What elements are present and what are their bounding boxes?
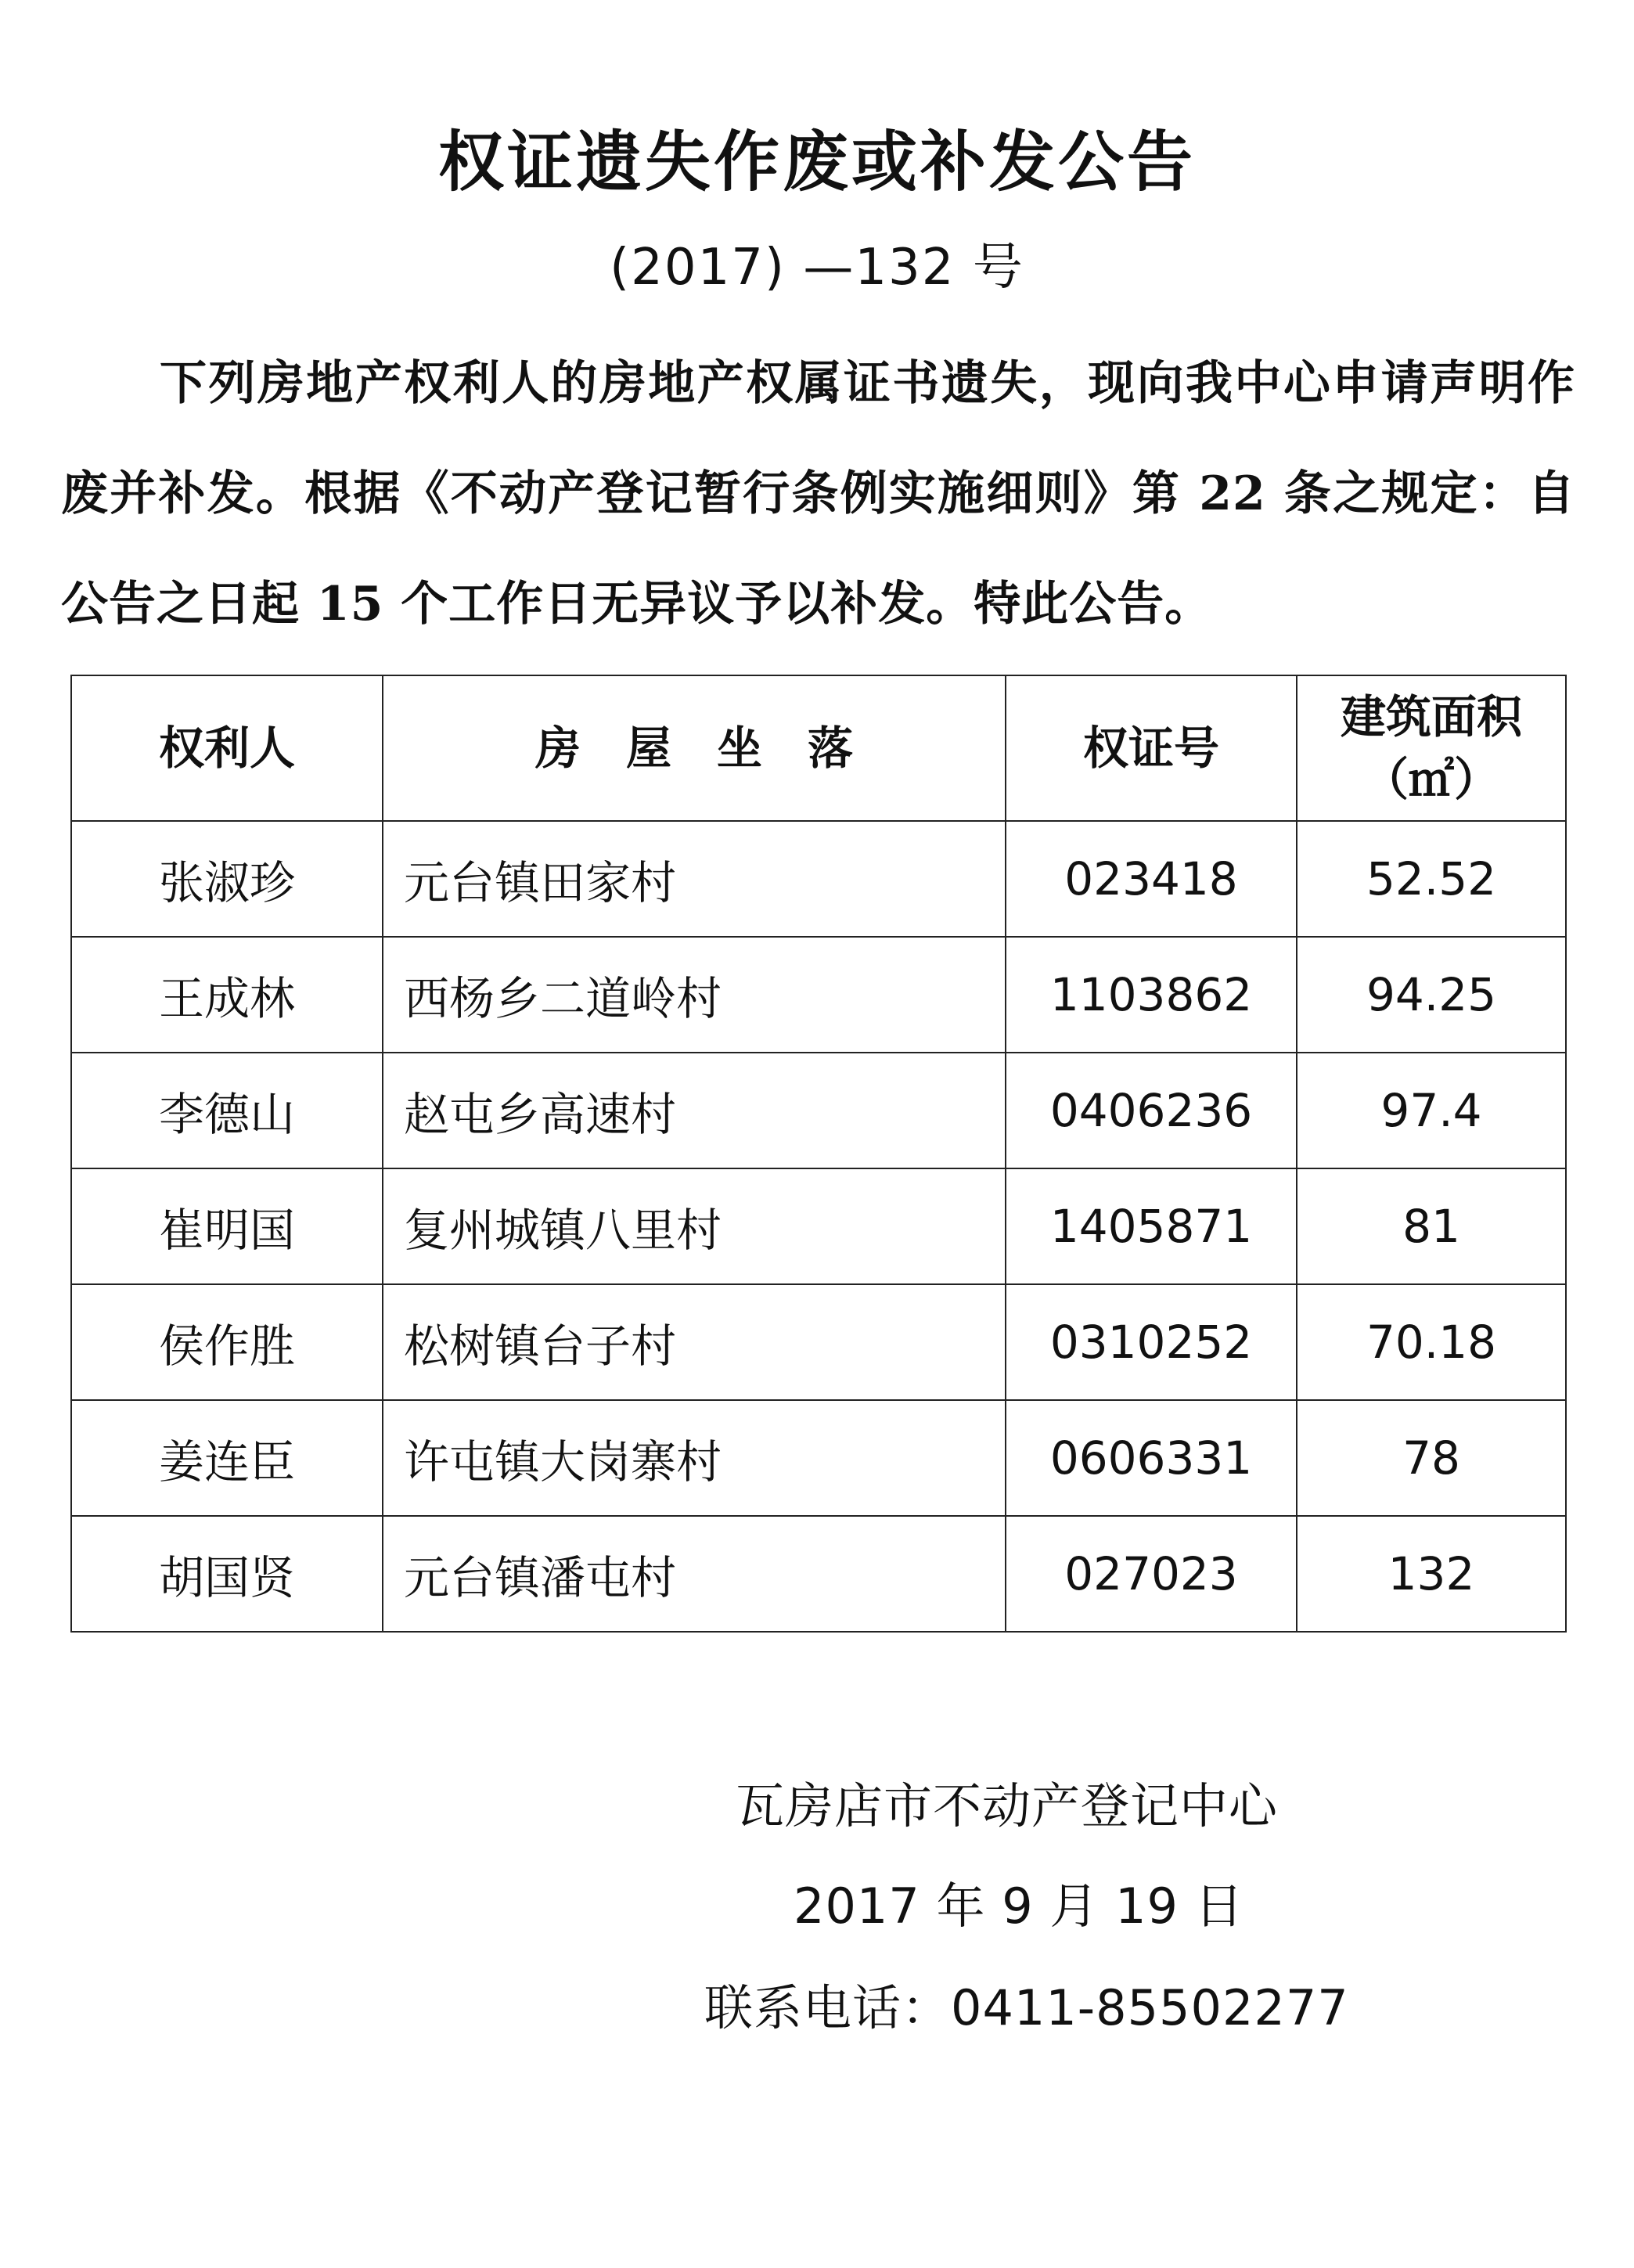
cell-cert: 023418 — [1006, 821, 1297, 937]
cell-area: 81 — [1297, 1168, 1566, 1284]
cell-address: 元台镇潘屯村 — [383, 1516, 1006, 1632]
table-row — [71, 1516, 1566, 1632]
table-header-row — [71, 675, 1566, 821]
table-row — [71, 937, 1566, 1053]
cell-name: 李德山 — [71, 1053, 383, 1168]
header-area-line2: （㎡） — [1362, 753, 1499, 806]
header-cert: 权证号 — [1006, 675, 1297, 821]
cell-cert: 0606331 — [1006, 1400, 1297, 1516]
cell-address: 元台镇田家村 — [383, 821, 1006, 937]
cell-area: 97.4 — [1297, 1053, 1566, 1168]
header-address: 房 屋 坐 落 — [383, 675, 1006, 821]
cell-name: 崔明国 — [71, 1168, 383, 1284]
contact-phone: 联系电话：0411-85502277 — [704, 1979, 1349, 2036]
cell-area: 70.18 — [1297, 1284, 1566, 1400]
cell-address: 西杨乡二道岭村 — [383, 937, 1006, 1053]
cell-name: 张淑珍 — [71, 821, 383, 937]
cell-name: 侯作胜 — [71, 1284, 383, 1400]
cell-address: 赵屯乡高速村 — [383, 1053, 1006, 1168]
table-row — [71, 1053, 1566, 1168]
header-area — [1297, 675, 1566, 821]
table-row — [71, 821, 1566, 937]
cell-address: 松树镇台子村 — [383, 1284, 1006, 1400]
table-row — [71, 1168, 1566, 1284]
table-row — [71, 1284, 1566, 1400]
cell-cert: 0406236 — [1006, 1053, 1297, 1168]
cell-name: 胡国贤 — [71, 1516, 383, 1632]
cell-cert: 1103862 — [1006, 937, 1297, 1053]
issue-date: 2017 年 9 月 19 日 — [794, 1877, 1244, 1935]
notice-body: 下列房地产权利人的房地产权属证书遗失，现向我中心申请声明作废并补发。根据《不动产登记暂行条例实施细则》第 22 条之规定：自公告之日起 15 个工作日无异议予以补发。特此公告。 — [61, 356, 1575, 632]
cell-cert: 027023 — [1006, 1516, 1297, 1632]
cell-area: 78 — [1297, 1400, 1566, 1516]
document-number: (2017) —132 号 — [610, 239, 1024, 297]
cell-cert: 1405871 — [1006, 1168, 1297, 1284]
cell-address: 复州城镇八里村 — [383, 1168, 1006, 1284]
notice-title: 权证遗失作废或补发公告 — [437, 124, 1196, 200]
cell-area: 52.52 — [1297, 821, 1566, 937]
cell-name: 王成林 — [71, 937, 383, 1053]
table-row — [71, 1400, 1566, 1516]
cell-area: 94.25 — [1297, 937, 1566, 1053]
issuer: 瓦房店市不动产登记中心 — [736, 1777, 1279, 1834]
cell-address: 许屯镇大岗寨村 — [383, 1400, 1006, 1516]
cell-name: 姜连臣 — [71, 1400, 383, 1516]
records-table — [70, 675, 1567, 1633]
cell-cert: 0310252 — [1006, 1284, 1297, 1400]
cell-area: 132 — [1297, 1516, 1566, 1632]
header-area-line1: 建筑面积 — [1340, 690, 1522, 743]
header-name: 权利人 — [71, 675, 383, 821]
